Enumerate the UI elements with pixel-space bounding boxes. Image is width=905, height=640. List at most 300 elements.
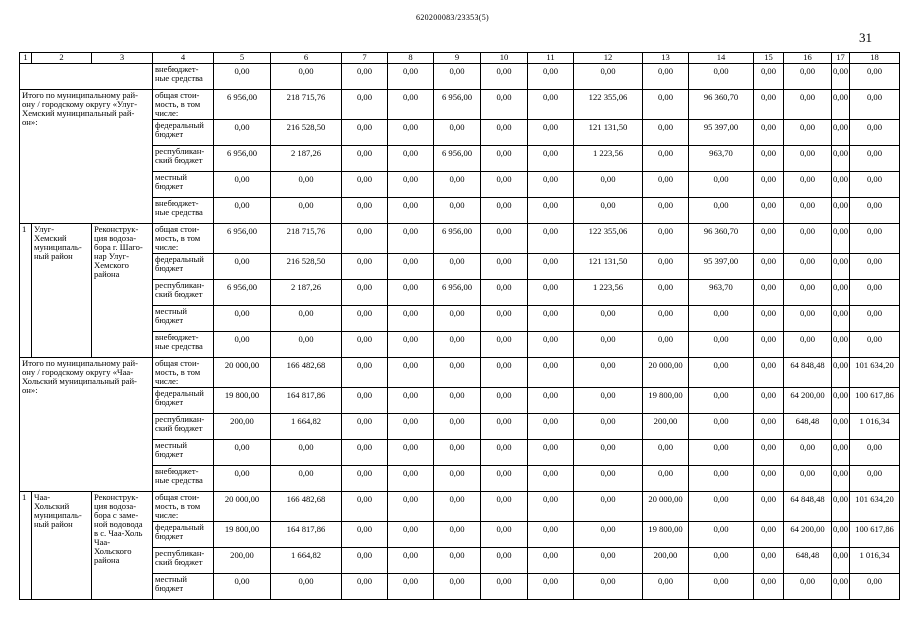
amount-cell: 0,00 xyxy=(689,64,754,90)
amount-cell: 0,00 xyxy=(643,172,689,198)
column-number: 11 xyxy=(528,53,574,64)
amount-cell: 0,00 xyxy=(271,64,342,90)
amount-cell: 0,00 xyxy=(832,574,850,600)
amount-cell: 0,00 xyxy=(388,522,434,548)
amount-cell: 0,00 xyxy=(342,120,388,146)
amount-cell: 121 131,50 xyxy=(574,254,643,280)
column-number: 15 xyxy=(754,53,784,64)
amount-cell: 0,00 xyxy=(388,332,434,358)
amount-cell: 0,00 xyxy=(643,90,689,120)
amount-cell: 95 397,00 xyxy=(689,120,754,146)
amount-cell: 0,00 xyxy=(754,522,784,548)
amount-cell: 100 617,86 xyxy=(850,522,900,548)
amount-cell: 1 223,56 xyxy=(574,146,643,172)
amount-cell: 0,00 xyxy=(832,198,850,224)
amount-cell: 0,00 xyxy=(342,198,388,224)
amount-cell: 0,00 xyxy=(271,440,342,466)
amount-cell: 0,00 xyxy=(850,440,900,466)
amount-cell: 100 617,86 xyxy=(850,388,900,414)
column-number: 5 xyxy=(214,53,271,64)
amount-cell: 96 360,70 xyxy=(689,224,754,254)
funding-source-label: общая стои- мость, в том числе: xyxy=(153,492,214,522)
funding-source-label: внебюджет- ные средства xyxy=(153,198,214,224)
amount-cell: 0,00 xyxy=(574,466,643,492)
table-row xyxy=(20,358,900,388)
amount-cell: 0,00 xyxy=(528,306,574,332)
amount-cell: 648,48 xyxy=(784,548,832,574)
amount-cell: 0,00 xyxy=(850,306,900,332)
amount-cell: 0,00 xyxy=(528,120,574,146)
amount-cell: 0,00 xyxy=(434,548,481,574)
amount-cell: 0,00 xyxy=(481,306,528,332)
funding-source-label: местный бюджет xyxy=(153,306,214,332)
amount-cell: 0,00 xyxy=(481,414,528,440)
amount-cell: 0,00 xyxy=(434,492,481,522)
amount-cell: 0,00 xyxy=(528,332,574,358)
amount-cell: 0,00 xyxy=(643,440,689,466)
amount-cell: 0,00 xyxy=(342,466,388,492)
amount-cell: 0,00 xyxy=(754,280,784,306)
amount-cell: 0,00 xyxy=(434,440,481,466)
amount-cell: 0,00 xyxy=(271,574,342,600)
amount-cell: 0,00 xyxy=(832,358,850,388)
amount-cell: 0,00 xyxy=(271,466,342,492)
amount-cell: 0,00 xyxy=(342,548,388,574)
amount-cell: 0,00 xyxy=(528,414,574,440)
amount-cell: 0,00 xyxy=(832,388,850,414)
amount-cell: 0,00 xyxy=(481,172,528,198)
group-total-title: Итого по муниципальному рай- ону / городскому округу «Улуг- Хемский муниципальный рай- он»: xyxy=(20,90,153,224)
amount-cell: 0,00 xyxy=(481,120,528,146)
amount-cell: 0,00 xyxy=(689,466,754,492)
table-row xyxy=(20,64,900,90)
amount-cell: 0,00 xyxy=(342,280,388,306)
column-number: 9 xyxy=(434,53,481,64)
amount-cell: 0,00 xyxy=(784,64,832,90)
amount-cell: 0,00 xyxy=(481,90,528,120)
amount-cell: 0,00 xyxy=(832,332,850,358)
column-number: 8 xyxy=(388,53,434,64)
amount-cell: 0,00 xyxy=(481,280,528,306)
funding-source-label: республикан- ский бюджет xyxy=(153,414,214,440)
amount-cell: 0,00 xyxy=(434,64,481,90)
amount-cell: 20 000,00 xyxy=(214,358,271,388)
amount-cell: 216 528,50 xyxy=(271,120,342,146)
amount-cell: 0,00 xyxy=(481,254,528,280)
amount-cell: 0,00 xyxy=(754,332,784,358)
amount-cell: 6 956,00 xyxy=(434,224,481,254)
amount-cell: 0,00 xyxy=(528,224,574,254)
amount-cell: 0,00 xyxy=(754,120,784,146)
amount-cell: 0,00 xyxy=(388,548,434,574)
amount-cell: 0,00 xyxy=(754,414,784,440)
amount-cell: 0,00 xyxy=(574,414,643,440)
amount-cell: 0,00 xyxy=(850,332,900,358)
amount-cell: 0,00 xyxy=(271,198,342,224)
column-number: 13 xyxy=(643,53,689,64)
amount-cell: 0,00 xyxy=(832,522,850,548)
amount-cell: 0,00 xyxy=(528,466,574,492)
amount-cell: 0,00 xyxy=(342,332,388,358)
amount-cell: 648,48 xyxy=(784,414,832,440)
amount-cell: 0,00 xyxy=(434,120,481,146)
amount-cell: 200,00 xyxy=(643,548,689,574)
amount-cell: 0,00 xyxy=(574,198,643,224)
funding-source-label: местный бюджет xyxy=(153,172,214,198)
funding-source-label: общая стои- мость, в том числе: xyxy=(153,358,214,388)
funding-source-label: местный бюджет xyxy=(153,574,214,600)
amount-cell: 0,00 xyxy=(481,492,528,522)
funding-source-label: внебюджет- ные средства xyxy=(153,64,214,90)
amount-cell: 64 848,48 xyxy=(784,492,832,522)
amount-cell: 0,00 xyxy=(342,90,388,120)
amount-cell: 0,00 xyxy=(850,198,900,224)
funding-source-label: общая стои- мость, в том числе: xyxy=(153,224,214,254)
amount-cell: 0,00 xyxy=(643,306,689,332)
amount-cell: 0,00 xyxy=(434,358,481,388)
amount-cell: 0,00 xyxy=(434,414,481,440)
amount-cell: 0,00 xyxy=(784,90,832,120)
amount-cell: 0,00 xyxy=(754,224,784,254)
amount-cell: 0,00 xyxy=(214,574,271,600)
amount-cell: 20 000,00 xyxy=(214,492,271,522)
funding-source-label: федеральный бюджет xyxy=(153,522,214,548)
amount-cell: 0,00 xyxy=(832,492,850,522)
amount-cell: 0,00 xyxy=(434,522,481,548)
page-number: 31 xyxy=(859,30,872,45)
amount-cell: 0,00 xyxy=(481,332,528,358)
column-number: 16 xyxy=(784,53,832,64)
amount-cell: 0,00 xyxy=(214,440,271,466)
amount-cell: 0,00 xyxy=(481,388,528,414)
amount-cell: 0,00 xyxy=(342,146,388,172)
funding-source-label: республикан- ский бюджет xyxy=(153,280,214,306)
amount-cell: 0,00 xyxy=(434,388,481,414)
amount-cell: 0,00 xyxy=(528,548,574,574)
amount-cell: 0,00 xyxy=(574,358,643,388)
amount-cell: 216 528,50 xyxy=(271,254,342,280)
amount-cell: 6 956,00 xyxy=(434,90,481,120)
amount-cell: 0,00 xyxy=(574,492,643,522)
amount-cell: 0,00 xyxy=(214,254,271,280)
amount-cell: 0,00 xyxy=(784,280,832,306)
amount-cell: 0,00 xyxy=(832,146,850,172)
amount-cell: 0,00 xyxy=(643,146,689,172)
amount-cell: 0,00 xyxy=(271,306,342,332)
district-name: Улуг- Хемский муниципаль- ный район xyxy=(32,224,92,358)
amount-cell: 0,00 xyxy=(689,440,754,466)
amount-cell: 0,00 xyxy=(574,522,643,548)
amount-cell: 0,00 xyxy=(434,466,481,492)
column-number: 12 xyxy=(574,53,643,64)
amount-cell: 0,00 xyxy=(388,306,434,332)
amount-cell: 0,00 xyxy=(388,64,434,90)
amount-cell: 0,00 xyxy=(754,466,784,492)
amount-cell: 1 664,82 xyxy=(271,548,342,574)
amount-cell: 1 223,56 xyxy=(574,280,643,306)
amount-cell: 6 956,00 xyxy=(214,224,271,254)
amount-cell: 0,00 xyxy=(832,64,850,90)
amount-cell: 0,00 xyxy=(528,440,574,466)
amount-cell: 6 956,00 xyxy=(434,280,481,306)
amount-cell: 0,00 xyxy=(388,90,434,120)
amount-cell: 0,00 xyxy=(528,146,574,172)
amount-cell: 0,00 xyxy=(342,224,388,254)
amount-cell: 0,00 xyxy=(643,224,689,254)
amount-cell: 0,00 xyxy=(850,224,900,254)
amount-cell: 19 800,00 xyxy=(643,388,689,414)
amount-cell: 96 360,70 xyxy=(689,90,754,120)
amount-cell: 0,00 xyxy=(689,388,754,414)
amount-cell: 0,00 xyxy=(754,90,784,120)
column-number: 14 xyxy=(689,53,754,64)
amount-cell: 200,00 xyxy=(214,414,271,440)
funding-source-label: республикан- ский бюджет xyxy=(153,146,214,172)
amount-cell: 0,00 xyxy=(850,90,900,120)
column-number-row xyxy=(20,53,900,64)
amount-cell: 0,00 xyxy=(481,224,528,254)
amount-cell: 19 800,00 xyxy=(214,388,271,414)
amount-cell: 0,00 xyxy=(574,332,643,358)
amount-cell: 0,00 xyxy=(643,280,689,306)
amount-cell: 0,00 xyxy=(643,120,689,146)
amount-cell: 0,00 xyxy=(434,306,481,332)
amount-cell: 0,00 xyxy=(388,492,434,522)
amount-cell: 0,00 xyxy=(388,120,434,146)
amount-cell: 0,00 xyxy=(388,172,434,198)
amount-cell: 0,00 xyxy=(754,64,784,90)
amount-cell: 0,00 xyxy=(574,548,643,574)
amount-cell: 0,00 xyxy=(574,64,643,90)
amount-cell: 0,00 xyxy=(342,414,388,440)
amount-cell: 101 634,20 xyxy=(850,492,900,522)
amount-cell: 0,00 xyxy=(342,254,388,280)
amount-cell: 0,00 xyxy=(784,440,832,466)
amount-cell: 64 200,00 xyxy=(784,522,832,548)
amount-cell: 0,00 xyxy=(528,90,574,120)
amount-cell: 0,00 xyxy=(784,198,832,224)
amount-cell: 0,00 xyxy=(214,466,271,492)
amount-cell: 0,00 xyxy=(574,574,643,600)
amount-cell: 0,00 xyxy=(689,548,754,574)
amount-cell: 0,00 xyxy=(342,64,388,90)
amount-cell: 0,00 xyxy=(832,90,850,120)
amount-cell: 122 355,06 xyxy=(574,90,643,120)
district-name: Чаа- Хольский муниципаль- ный район xyxy=(32,492,92,600)
amount-cell: 0,00 xyxy=(784,466,832,492)
amount-cell: 164 817,86 xyxy=(271,388,342,414)
amount-cell: 0,00 xyxy=(754,358,784,388)
amount-cell: 0,00 xyxy=(342,574,388,600)
amount-cell: 0,00 xyxy=(754,574,784,600)
amount-cell: 0,00 xyxy=(689,522,754,548)
amount-cell: 1 664,82 xyxy=(271,414,342,440)
amount-cell: 218 715,76 xyxy=(271,224,342,254)
amount-cell: 0,00 xyxy=(754,198,784,224)
amount-cell: 0,00 xyxy=(342,358,388,388)
amount-cell: 0,00 xyxy=(689,198,754,224)
amount-cell: 0,00 xyxy=(643,64,689,90)
amount-cell: 0,00 xyxy=(689,358,754,388)
amount-cell: 0,00 xyxy=(784,120,832,146)
amount-cell: 0,00 xyxy=(214,64,271,90)
amount-cell: 6 956,00 xyxy=(214,280,271,306)
amount-cell: 0,00 xyxy=(528,522,574,548)
amount-cell: 20 000,00 xyxy=(643,358,689,388)
funding-source-label: местный бюджет xyxy=(153,440,214,466)
amount-cell: 20 000,00 xyxy=(643,492,689,522)
amount-cell: 0,00 xyxy=(784,254,832,280)
amount-cell: 0,00 xyxy=(574,172,643,198)
amount-cell: 0,00 xyxy=(481,146,528,172)
amount-cell: 6 956,00 xyxy=(214,146,271,172)
amount-cell: 0,00 xyxy=(481,548,528,574)
amount-cell: 0,00 xyxy=(434,172,481,198)
amount-cell: 0,00 xyxy=(481,522,528,548)
amount-cell: 0,00 xyxy=(850,466,900,492)
amount-cell: 0,00 xyxy=(850,172,900,198)
amount-cell: 0,00 xyxy=(754,440,784,466)
amount-cell: 122 355,06 xyxy=(574,224,643,254)
amount-cell: 2 187,26 xyxy=(271,146,342,172)
amount-cell: 963,70 xyxy=(689,280,754,306)
table-row xyxy=(20,492,900,522)
funding-source-label: республикан- ский бюджет xyxy=(153,548,214,574)
continued-blank-cell xyxy=(20,64,153,90)
funding-source-label: федеральный бюджет xyxy=(153,388,214,414)
amount-cell: 0,00 xyxy=(388,440,434,466)
item-index: 1 xyxy=(20,224,32,358)
amount-cell: 0,00 xyxy=(784,146,832,172)
column-number: 10 xyxy=(481,53,528,64)
amount-cell: 0,00 xyxy=(574,440,643,466)
amount-cell: 0,00 xyxy=(754,254,784,280)
table-row xyxy=(20,90,900,120)
amount-cell: 0,00 xyxy=(528,254,574,280)
amount-cell: 0,00 xyxy=(528,198,574,224)
amount-cell: 0,00 xyxy=(528,388,574,414)
column-number: 4 xyxy=(153,53,214,64)
amount-cell: 0,00 xyxy=(832,224,850,254)
amount-cell: 0,00 xyxy=(832,440,850,466)
amount-cell: 0,00 xyxy=(388,254,434,280)
amount-cell: 0,00 xyxy=(528,64,574,90)
table-row xyxy=(20,224,900,254)
amount-cell: 0,00 xyxy=(528,358,574,388)
amount-cell: 0,00 xyxy=(574,388,643,414)
amount-cell: 0,00 xyxy=(832,414,850,440)
funding-source-label: федеральный бюджет xyxy=(153,254,214,280)
amount-cell: 0,00 xyxy=(481,440,528,466)
amount-cell: 0,00 xyxy=(481,64,528,90)
amount-cell: 0,00 xyxy=(434,332,481,358)
amount-cell: 0,00 xyxy=(754,388,784,414)
amount-cell: 0,00 xyxy=(784,306,832,332)
amount-cell: 0,00 xyxy=(643,574,689,600)
column-number: 7 xyxy=(342,53,388,64)
document-code: 620200083/23353(5) xyxy=(416,13,489,22)
amount-cell: 0,00 xyxy=(832,466,850,492)
amount-cell: 0,00 xyxy=(388,280,434,306)
amount-cell: 0,00 xyxy=(388,358,434,388)
column-number: 6 xyxy=(271,53,342,64)
column-number: 18 xyxy=(850,53,900,64)
amount-cell: 0,00 xyxy=(214,198,271,224)
amount-cell: 0,00 xyxy=(342,172,388,198)
amount-cell: 0,00 xyxy=(528,574,574,600)
amount-cell: 0,00 xyxy=(214,120,271,146)
amount-cell: 1 016,34 xyxy=(850,548,900,574)
amount-cell: 0,00 xyxy=(271,332,342,358)
column-number: 1 xyxy=(20,53,32,64)
amount-cell: 0,00 xyxy=(850,64,900,90)
amount-cell: 0,00 xyxy=(850,120,900,146)
amount-cell: 0,00 xyxy=(481,198,528,224)
amount-cell: 0,00 xyxy=(481,358,528,388)
amount-cell: 121 131,50 xyxy=(574,120,643,146)
amount-cell: 200,00 xyxy=(214,548,271,574)
amount-cell: 166 482,68 xyxy=(271,492,342,522)
amount-cell: 0,00 xyxy=(574,306,643,332)
amount-cell: 0,00 xyxy=(388,388,434,414)
amount-cell: 0,00 xyxy=(754,146,784,172)
amount-cell: 0,00 xyxy=(850,280,900,306)
amount-cell: 0,00 xyxy=(832,172,850,198)
amount-cell: 0,00 xyxy=(689,332,754,358)
amount-cell: 200,00 xyxy=(643,414,689,440)
amount-cell: 0,00 xyxy=(754,548,784,574)
amount-cell: 0,00 xyxy=(832,120,850,146)
project-name: Реконструк- ция водоза- бора г. Шаго- нар Улуг- Хемского района xyxy=(92,224,153,358)
amount-cell: 0,00 xyxy=(388,414,434,440)
amount-cell: 0,00 xyxy=(388,466,434,492)
amount-cell: 0,00 xyxy=(754,306,784,332)
amount-cell: 218 715,76 xyxy=(271,90,342,120)
amount-cell: 0,00 xyxy=(689,574,754,600)
amount-cell: 0,00 xyxy=(388,198,434,224)
amount-cell: 64 200,00 xyxy=(784,388,832,414)
budget-table xyxy=(19,52,900,600)
amount-cell: 0,00 xyxy=(850,574,900,600)
amount-cell: 0,00 xyxy=(342,388,388,414)
amount-cell: 0,00 xyxy=(832,548,850,574)
amount-cell: 6 956,00 xyxy=(434,146,481,172)
amount-cell: 0,00 xyxy=(850,146,900,172)
funding-source-label: внебюджет- ные средства xyxy=(153,332,214,358)
amount-cell: 2 187,26 xyxy=(271,280,342,306)
amount-cell: 0,00 xyxy=(271,172,342,198)
amount-cell: 0,00 xyxy=(434,198,481,224)
funding-source-label: общая стои- мость, в том числе: xyxy=(153,90,214,120)
amount-cell: 0,00 xyxy=(214,306,271,332)
amount-cell: 6 956,00 xyxy=(214,90,271,120)
amount-cell: 0,00 xyxy=(528,172,574,198)
amount-cell: 0,00 xyxy=(342,440,388,466)
column-number: 3 xyxy=(92,53,153,64)
amount-cell: 0,00 xyxy=(342,306,388,332)
amount-cell: 0,00 xyxy=(643,198,689,224)
amount-cell: 963,70 xyxy=(689,146,754,172)
amount-cell: 166 482,68 xyxy=(271,358,342,388)
amount-cell: 0,00 xyxy=(689,414,754,440)
amount-cell: 0,00 xyxy=(528,492,574,522)
amount-cell: 0,00 xyxy=(388,224,434,254)
amount-cell: 164 817,86 xyxy=(271,522,342,548)
amount-cell: 0,00 xyxy=(388,574,434,600)
amount-cell: 0,00 xyxy=(342,492,388,522)
amount-cell: 1 016,34 xyxy=(850,414,900,440)
amount-cell: 0,00 xyxy=(784,172,832,198)
